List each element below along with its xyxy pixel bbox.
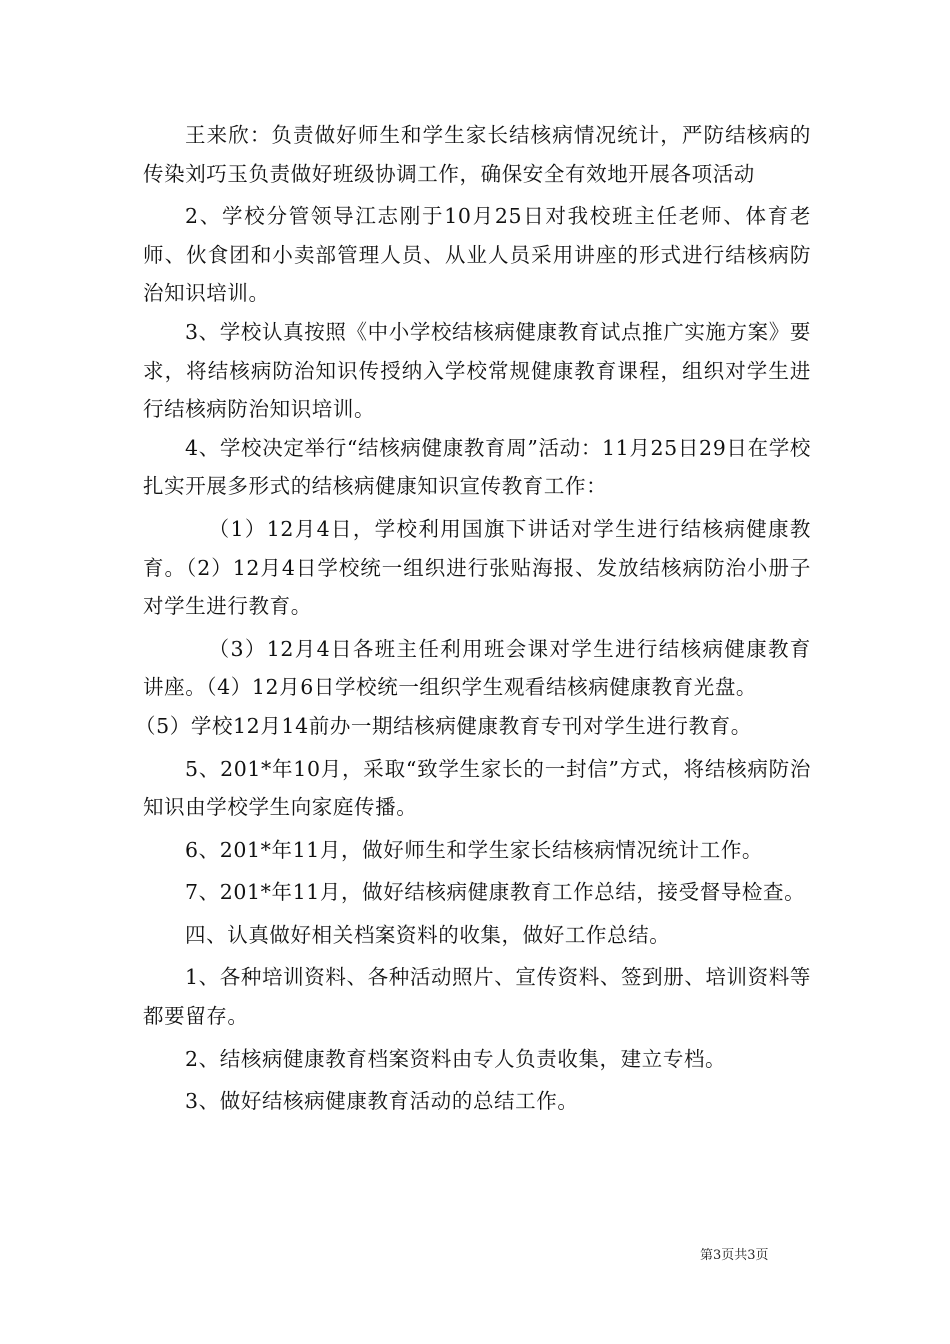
paragraph-item-2: 2、学校分管领导江志刚于10月25日对我校班主任老师、体育老师、伙食团和小卖部管理人员、从业人员采用讲座的形式进行结核病防治知识培训。 [143, 204, 811, 306]
paragraph-subitem-1-2: （1）12月4日，学校利用国旗下讲话对学生进行结核病健康教育。（2）12月4日学校统一组织进行张贴海报、发放结核病防治小册子对学生进行教育。 [143, 516, 811, 619]
paragraph-subitem-5: （5）学校12月14前办一期结核病健康教育专刊对学生进行教育。 [135, 713, 752, 738]
page-number-footer: 第3页共3页 [700, 1248, 769, 1263]
document-body [135, 116, 811, 1121]
paragraph-item-5: 5、201*年10月，采取“致学生家长的一封信”方式，将结核病防治知识由学校学生向家庭传播。 [143, 756, 811, 820]
paragraph-item-6: 6、201*年11月，做好师生和学生家长结核病情况统计工作。 [185, 837, 764, 862]
paragraph-subitem-3-4: （3）12月4日各班主任利用班会课对学生进行结核病健康教育讲座。（4）12月6日学校统一组织学生观看结核病健康教育光盘。 [143, 636, 811, 700]
paragraph-archive-1: 1、各种培训资料、各种活动照片、宣传资料、签到册、培训资料等都要留存。 [143, 965, 811, 1029]
paragraph-item-4: 4、学校决定举行“结核病健康教育周”活动：11月25日29日在学校扎实开展多形式的结核病健康知识宣传教育工作： [143, 435, 811, 499]
section-heading-four: 四、认真做好相关档案资料的收集，做好工作总结。 [185, 922, 671, 947]
paragraph-staff-duty: 王来欣：负责做好师生和学生家长结核病情况统计，严防结核病的传染刘巧玉负责做好班级协调工作，确保安全有效地开展各项活动 [143, 123, 811, 186]
paragraph-item-3: 3、学校认真按照《中小学校结核病健康教育试点推广实施方案》要求，将结核病防治知识传授纳入学校常规健康教育课程，组织对学生进行结核病防治知识培训。 [143, 319, 811, 422]
paragraph-item-7: 7、201*年11月，做好结核病健康教育工作总结，接受督导检查。 [185, 880, 806, 905]
paragraph-archive-3: 3、做好结核病健康教育活动的总结工作。 [185, 1089, 579, 1114]
paragraph-archive-2: 2、结核病健康教育档案资料由专人负责收集，建立专档。 [185, 1046, 727, 1071]
